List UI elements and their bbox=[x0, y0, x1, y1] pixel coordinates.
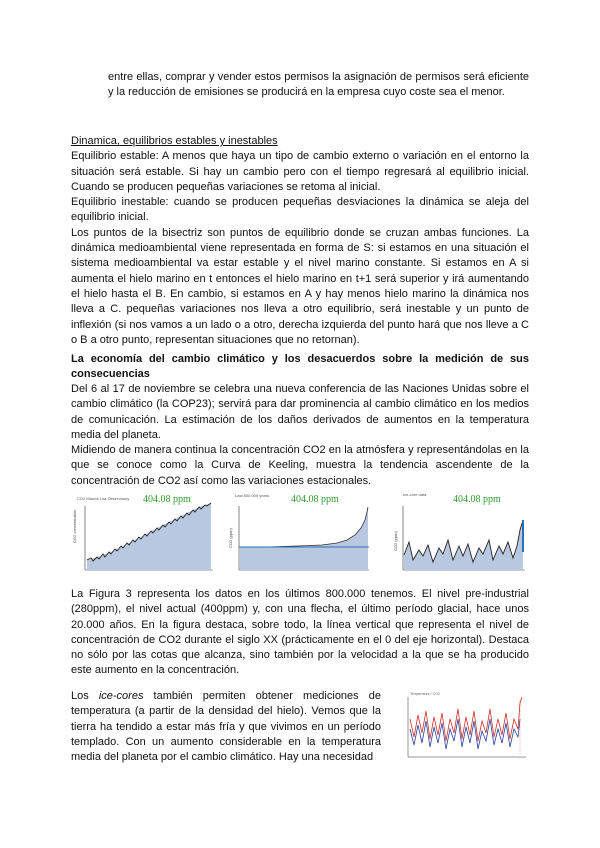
section-dynamics bbox=[71, 134, 529, 348]
section-economy bbox=[71, 352, 529, 489]
svg-text:Last 800,000 years: Last 800,000 years bbox=[235, 493, 270, 498]
cop23-paragraph: Del 6 al 17 de noviembre se celebra una nueva conferencia de las Naciones Unidas sobre el cambio climático (la COP23); servirá para dar prominencia al cambio climático en los medios de comunicación. La estimación de los daños derivados de aumentos en la temperatura media del planeta. bbox=[71, 383, 529, 441]
section-icecores bbox=[71, 689, 381, 765]
section-economy-title: La economía del cambio climático y los desacuerdos sobre la medición de sus consecuencias bbox=[71, 353, 529, 380]
keeling-paragraph: Midiendo de manera continua la concentración CO2 en la atmósfera y representándolas en la que se conoce como la Curva de Keeling, muestra la tendencia ascendente de la concentración de CO2 así como las variaciones estacionales. bbox=[71, 444, 529, 487]
keeling-figures-row bbox=[71, 490, 529, 578]
ppm-label-2: 404.08 ppm bbox=[291, 494, 339, 505]
svg-text:Temperature / CO2: Temperature / CO2 bbox=[410, 692, 440, 696]
svg-text:CO2 (ppm): CO2 (ppm) bbox=[228, 528, 233, 548]
keeling-curve-graphic-3 bbox=[393, 490, 529, 578]
svg-text:CO2 Mauna Loa Observatory: CO2 Mauna Loa Observatory bbox=[77, 496, 130, 501]
figure3-paragraph: La Figura 3 representa los datos en los últimos 800.000 tenemos. El nivel pre-industrial (280ppm), el nivel actual (400ppm) y, con una flecha, el último período glacial, hace unos 20.000 años. En la figura destaca, sobre todo, la línea vertical que representa el nivel de concentración de CO2 durante el siglo XX (prácticamente en el 0 del eje horizontal). Destaca no sólo por las cotas que alcanza, sino también por la velocidad a la que se ha producido este aumento en la concentración. bbox=[71, 588, 529, 677]
icecores-term: ice-cores bbox=[98, 690, 144, 702]
ppm-label-3: 404.08 ppm bbox=[453, 494, 501, 505]
svg-text:Ice-core data: Ice-core data bbox=[403, 492, 427, 497]
icecores-rest: también permiten obtener mediciones de temperatura (a partir de la densidad del hielo). Vemos que la tierra ha tendido a estar más fría y que vivimos en un período templado. Con un aumento considerable en la temperatura media del planeta por el cambio climático. Hay una necesidad bbox=[71, 690, 381, 764]
section-dynamics-title: Dinamica, equilibrios estables y inestables bbox=[71, 135, 278, 147]
stable-equilibrium-paragraph: Equilibrio estable: A menos que haya un tipo de cambio externo o variación en el entorno la situación será estable. Si hay un cambio pero con el tiempo regresará al equilibrio inicial. Cuando se producen pequeñas variaciones se retoma al inicial. bbox=[71, 150, 529, 193]
ppm-label-1: 404.08 ppm bbox=[143, 494, 191, 505]
continuation-paragraph: entre ellas, comprar y vender estos permisos la asignación de permisos será eficiente y la reducción de emisiones se producirá en la empresa cuyo coste sea el menor. bbox=[108, 71, 529, 99]
keeling-curve-figure-3 bbox=[393, 490, 529, 578]
keeling-curve-graphic-2 bbox=[227, 490, 373, 578]
unstable-equilibrium-paragraph: Equilibrio inestable: cuando se producen pequeñas desviaciones la dinámica se aleja del equilibrio inicial. bbox=[71, 196, 529, 224]
bisector-paragraph: Los puntos de la bisectriz son puntos de equilibrio donde se cruzan ambas funciones. La dinámica medioambiental viene representada en forma de S: si estamos en una situación el sistema medioambiental va estar estable y el nivel marino constante. Si estamos en A si aumenta el hielo marino en t entonces el hielo marino en t+1 será superior y irá aumentando el hielo hasta el B. En cambio, si estamos en A y hay menos hielo marino la dinámica nos lleva a C. pequeñas variaciones nos lleva a otro equilibrio, será inestable y un punto de inflexión (si nos vamos a un lado o a otro, derecha izquierda del punto hará que nos lleve a C o B a otro punto, representan situaciones que no retornan). bbox=[71, 226, 529, 346]
keeling-curve-figure-2 bbox=[227, 490, 373, 578]
svg-text:CO2 (ppm): CO2 (ppm) bbox=[393, 531, 398, 551]
svg-text:CO2 concentration: CO2 concentration bbox=[72, 509, 77, 543]
keeling-curve-graphic-1 bbox=[71, 490, 217, 578]
temperature-icecore-graphic bbox=[396, 689, 530, 767]
temperature-icecore-figure bbox=[396, 689, 530, 767]
icecores-paragraph bbox=[71, 689, 381, 765]
section-figure3 bbox=[71, 587, 529, 679]
icecores-lead: Los bbox=[71, 690, 99, 702]
keeling-curve-figure-1 bbox=[71, 490, 217, 578]
